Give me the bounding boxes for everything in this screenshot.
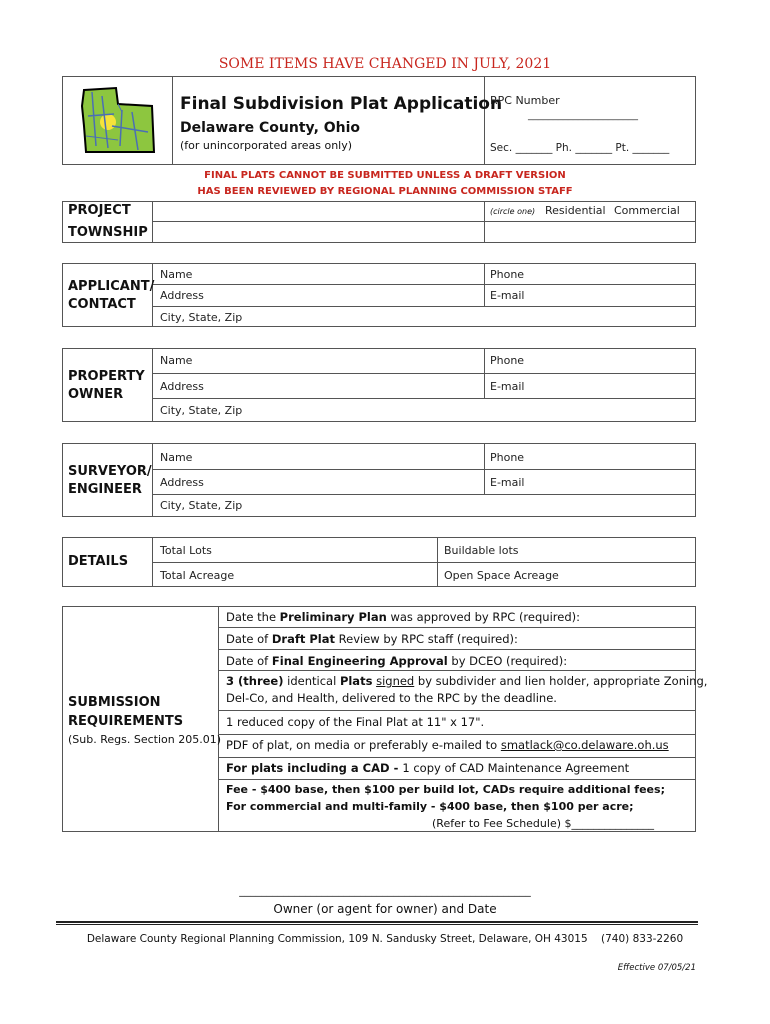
fee-schedule-field[interactable]: (Refer to Fee Schedule) $_______________ [432, 817, 654, 830]
text: Date of [226, 654, 272, 668]
applicant-col [484, 263, 485, 306]
footer-address: Delaware County Regional Planning Commission, 109 N. Sandusky Street, Delaware, OH 43015 (740) 833-2260 [86, 933, 684, 945]
total-acreage-field[interactable]: Total Acreage [160, 569, 235, 582]
form-title: Final Subdivision Plat Application [180, 94, 503, 114]
owner-divider [152, 348, 153, 422]
owner-col [484, 348, 485, 398]
draft-warning-line1: FINAL PLATS CANNOT BE SUBMITTED UNLESS A DRAFT VERSION [204, 170, 566, 181]
text: 1 copy of CAD Maintenance Agreement [402, 761, 630, 775]
text: Date of [226, 632, 272, 646]
residential-option[interactable]: Residential [545, 204, 606, 217]
pdf-plat-row [226, 738, 669, 752]
fee-row-1: Fee - $400 base, then $100 per build lot, CADs require additional fees; [226, 783, 665, 796]
text: by subdivider and lien holder, appropriate Zoning, [414, 674, 708, 688]
sub-line-6 [218, 757, 696, 758]
signature-caption: Owner (or agent for owner) and Date [273, 902, 497, 916]
surveyor-row2 [152, 494, 696, 495]
requirements-label: REQUIREMENTS [68, 714, 184, 729]
cad-agreement-row [226, 761, 629, 775]
surveyor-box [62, 443, 696, 517]
text-bold: 3 (three) [226, 674, 284, 688]
rpc-number-label: RPC Number [490, 94, 560, 107]
surveyor-address-field[interactable]: Address [160, 476, 204, 489]
draft-plat-date-row[interactable] [226, 632, 518, 646]
applicant-row1 [152, 284, 696, 285]
sub-line-3 [218, 670, 696, 671]
project-divider-right [484, 201, 485, 243]
township-field[interactable] [153, 222, 483, 242]
owner-phone-field[interactable]: Phone [490, 354, 525, 367]
details-label: DETAILS [68, 554, 129, 569]
property-label: PROPERTY [68, 369, 145, 384]
footer-rule [56, 921, 698, 925]
email-link[interactable]: smatlack@co.delaware.oh.us [500, 738, 669, 752]
details-row [152, 562, 696, 563]
township-label: TOWNSHIP [68, 225, 148, 240]
contact-label: CONTACT [68, 297, 136, 312]
buildable-lots-field[interactable]: Buildable lots [444, 544, 519, 557]
sub-line-4 [218, 710, 696, 711]
owner-label: OWNER [68, 387, 124, 402]
surveyor-city-field[interactable]: City, State, Zip [160, 499, 243, 512]
surveyor-phone-field[interactable]: Phone [490, 451, 525, 464]
reduced-copy-row: 1 reduced copy of the Final Plat at 11" x 17". [226, 715, 485, 729]
identical-plats-row-2: Del-Co, and Health, delivered to the RPC by the deadline. [226, 691, 557, 705]
identical-plats-row [226, 674, 707, 688]
text-bold: Final Engineering Approval [271, 654, 448, 668]
owner-row1 [152, 373, 696, 374]
section-reference: (Sub. Regs. Section 205.01) [68, 733, 221, 746]
text-bold: For plats including a CAD - [226, 761, 403, 775]
sub-line-7 [218, 779, 696, 780]
submission-divider [218, 606, 219, 832]
applicant-label: APPLICANT/ [68, 279, 155, 294]
owner-city-field[interactable]: City, State, Zip [160, 404, 243, 417]
text: Date the [226, 610, 280, 624]
applicant-phone-field[interactable]: Phone [490, 268, 525, 281]
owner-row2 [152, 398, 696, 399]
county-map-logo [78, 86, 158, 156]
text: by DCEO (required): [447, 654, 568, 668]
rpc-number-field[interactable]: ______________________ [528, 110, 638, 121]
engineering-approval-date-row[interactable] [226, 654, 567, 668]
applicant-email-field[interactable]: E-mail [490, 289, 525, 302]
owner-address-field[interactable]: Address [160, 380, 204, 393]
commercial-option[interactable]: Commercial [614, 204, 680, 217]
sec-ph-pt-field[interactable]: Sec. _______ Ph. _______ Pt. _______ [490, 142, 670, 154]
draft-warning-line2: HAS BEEN REVIEWED BY REGIONAL PLANNING COMMISSION STAFF [197, 186, 573, 197]
total-lots-field[interactable]: Total Lots [160, 544, 212, 557]
circle-one-note: (circle one) [490, 207, 536, 216]
preliminary-plan-date-row[interactable] [226, 610, 580, 624]
county-name: Delaware County, Ohio [180, 120, 361, 136]
text: Review by RPC staff (required): [335, 632, 518, 646]
open-space-field[interactable]: Open Space Acreage [444, 569, 559, 582]
owner-box [62, 348, 696, 422]
fee-row-2: For commercial and multi-family - $400 base, then $100 per acre; [226, 800, 634, 813]
text-bold: Preliminary Plan [279, 610, 387, 624]
applicant-city-field[interactable]: City, State, Zip [160, 311, 243, 324]
surveyor-row1 [152, 469, 696, 470]
applicant-name-field[interactable]: Name [160, 268, 193, 281]
text: PDF of plat, on media or preferably e-mailed to [226, 738, 501, 752]
sub-line-5 [218, 734, 696, 735]
text-bold: Plats [339, 674, 373, 688]
sub-line-2 [218, 649, 696, 650]
text: identical [283, 674, 340, 688]
surveyor-divider [152, 443, 153, 517]
applicant-row2 [152, 306, 696, 307]
sub-line-1 [218, 627, 696, 628]
project-label: PROJECT [68, 203, 131, 218]
signature-line[interactable]: _____________________________________________________ [239, 884, 531, 897]
project-name-field[interactable] [153, 202, 483, 220]
text: was approved by RPC (required): [386, 610, 580, 624]
surveyor-label: SURVEYOR/ [68, 464, 152, 479]
header-divider-left [172, 76, 173, 165]
changed-banner: SOME ITEMS HAVE CHANGED IN JULY, 2021 [218, 56, 552, 72]
applicant-address-field[interactable]: Address [160, 289, 204, 302]
owner-name-field[interactable]: Name [160, 354, 193, 367]
engineer-label: ENGINEER [68, 482, 142, 497]
header-divider-right [484, 76, 485, 165]
owner-email-field[interactable]: E-mail [490, 380, 525, 393]
surveyor-email-field[interactable]: E-mail [490, 476, 525, 489]
effective-date: Effective 07/05/21 [617, 963, 696, 973]
text-bold: Draft Plat [271, 632, 336, 646]
text-underline: signed [376, 674, 415, 688]
surveyor-col [484, 443, 485, 494]
applicant-box [62, 263, 696, 327]
surveyor-name-field[interactable]: Name [160, 451, 193, 464]
unincorporated-note: (for unincorporated areas only) [180, 139, 353, 152]
submission-label: SUBMISSION [68, 695, 161, 710]
